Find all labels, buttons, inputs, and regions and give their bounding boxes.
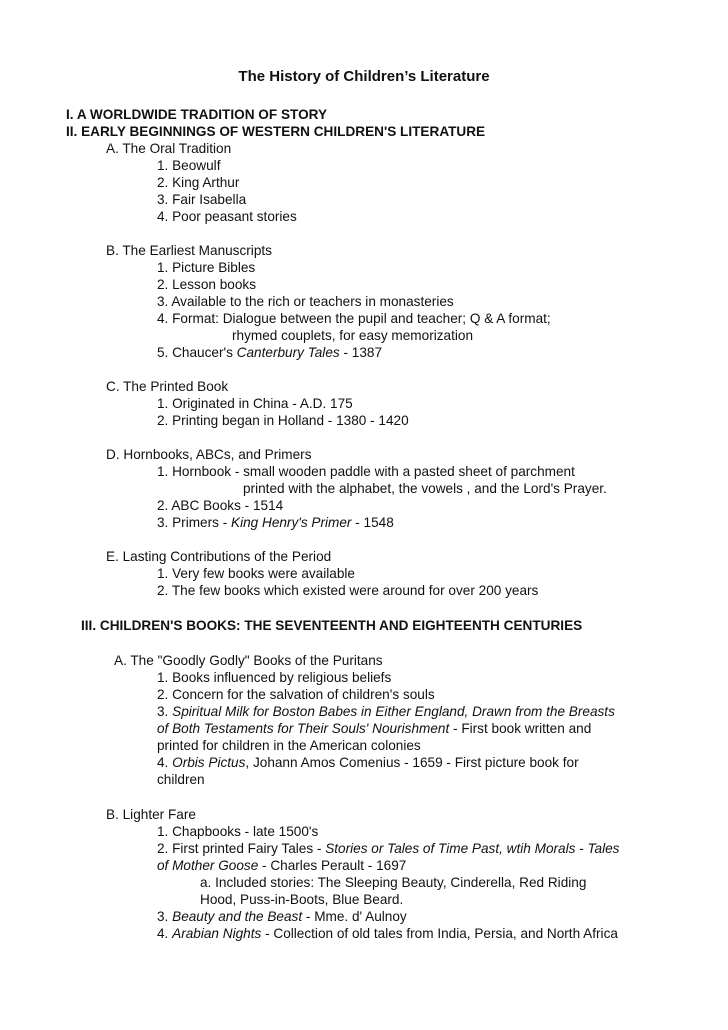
list-item: 3. Fair Isabella [157, 192, 247, 207]
subsection-heading: C. The Printed Book [106, 379, 229, 394]
subsection-heading: B. The Earliest Manuscripts [106, 243, 272, 258]
list-item-continuation: children [157, 772, 205, 787]
subsection-heading: A. The "Goodly Godly" Books of the Puritans [114, 653, 383, 668]
list-item: 4. Orbis Pictus, Johann Amos Comenius - 1659 - First picture book for [157, 755, 579, 770]
list-item: 1. Beowulf [157, 158, 221, 173]
list-item: 2. King Arthur [157, 175, 240, 190]
subsection-heading: B. Lighter Fare [106, 807, 196, 822]
list-item: 2. The few books which existed were around for over 200 years [157, 583, 539, 598]
section-heading-3: III. CHILDREN'S BOOKS: THE SEVENTEENTH AND EIGHTEENTH CENTURIES [81, 618, 583, 633]
list-item: 1. Chapbooks - late 1500's [157, 824, 319, 839]
list-item-continuation: of Mother Goose - Charles Perault - 1697 [157, 858, 407, 873]
list-item-continuation: printed for children in the American colonies [157, 738, 421, 753]
list-item-continuation: of Both Testaments for Their Souls' Nourishment - First book written and [157, 721, 592, 736]
list-item: 1. Originated in China - A.D. 175 [157, 396, 353, 411]
section-heading-1: I. A WORLDWIDE TRADITION OF STORY [66, 107, 328, 122]
list-item: 2. Concern for the salvation of children's souls [157, 687, 435, 702]
list-item: 2. First printed Fairy Tales - Stories or Tales of Time Past, wtih Morals - Tales [157, 841, 620, 856]
subsection-heading: A. The Oral Tradition [106, 141, 232, 156]
subsection-heading: E. Lasting Contributions of the Period [106, 549, 332, 564]
list-item: 1. Hornbook - small wooden paddle with a pasted sheet of parchment [157, 464, 575, 479]
list-item-continuation: printed with the alphabet, the vowels , and the Lord's Prayer. [243, 481, 607, 496]
list-item: 3. Primers - King Henry's Primer - 1548 [157, 515, 394, 530]
list-item: 1. Books influenced by religious beliefs [157, 670, 392, 685]
list-item-continuation: rhymed couplets, for easy memorization [232, 328, 474, 343]
list-item: 5. Chaucer's Canterbury Tales - 1387 [157, 345, 383, 360]
list-item: 4. Poor peasant stories [157, 209, 297, 224]
list-item: 1. Picture Bibles [157, 260, 256, 275]
list-item: 4. Format: Dialogue between the pupil and teacher; Q & A format; [157, 311, 551, 326]
subsection-heading: D. Hornbooks, ABCs, and Primers [106, 447, 312, 462]
list-item: 4. Arabian Nights - Collection of old tales from India, Persia, and North Africa [157, 926, 618, 941]
list-item: 1. Very few books were available [157, 566, 355, 581]
list-item: 3. Spiritual Milk for Boston Babes in Either England, Drawn from the Breasts [157, 704, 615, 719]
section-heading-2: II. EARLY BEGINNINGS OF WESTERN CHILDREN'S LITERATURE [66, 124, 486, 139]
sub-list-item: a. Included stories: The Sleeping Beauty, Cinderella, Red Riding [200, 875, 587, 890]
list-item: 3. Available to the rich or teachers in monasteries [157, 294, 454, 309]
sub-list-item-continuation: Hood, Puss-in-Boots, Blue Beard. [200, 892, 404, 907]
list-item: 2. Lesson books [157, 277, 256, 292]
list-item: 3. Beauty and the Beast - Mme. d' Aulnoy [157, 909, 407, 924]
document-title: The History of Children’s Literature [238, 68, 490, 85]
list-item: 2. Printing began in Holland - 1380 - 1420 [157, 413, 409, 428]
list-item: 2. ABC Books - 1514 [157, 498, 284, 513]
